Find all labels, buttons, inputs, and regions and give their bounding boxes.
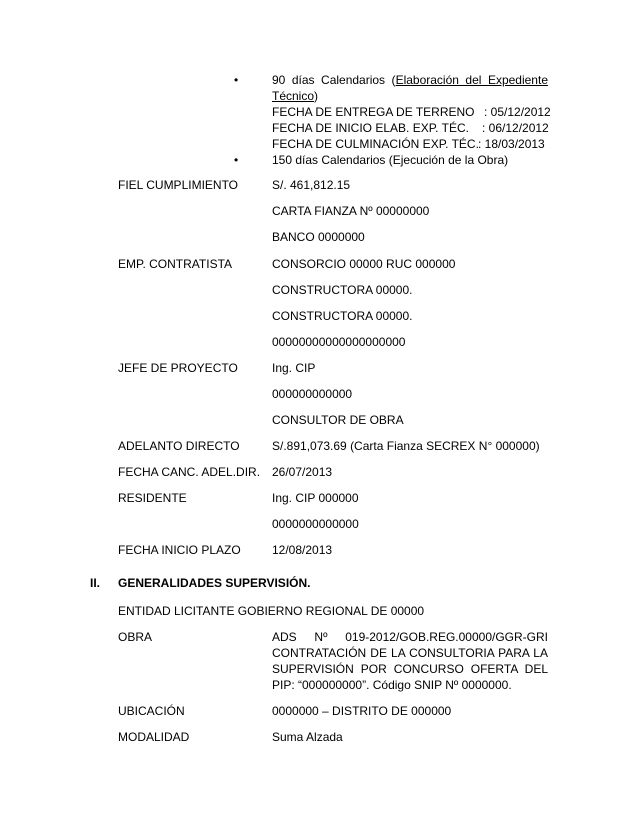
- emp-contratista-consorcio: CONSORCIO 00000 RUC 000000: [272, 257, 456, 271]
- fiel-cumplimiento-banco: BANCO 0000000: [272, 230, 365, 244]
- obra-line-1: ADS Nº 019-2012/GOB.REG.00000/GGR-GRI: [272, 630, 548, 644]
- bullet1-line2: [272, 88, 318, 104]
- emp-contratista-label: EMP. CONTRATISTA: [118, 257, 233, 271]
- obra-line-2: CONTRATACIÓN DE LA CONSULTORIA PARA LA: [272, 646, 548, 660]
- fiel-cumplimiento-amount: S/. 461,812.15: [272, 178, 351, 192]
- bullet1-underlined-2: Técnico: [272, 89, 315, 103]
- bullet1-line1: [272, 72, 548, 88]
- fecha-culminacion-value: : 18/03/2013: [478, 137, 545, 151]
- section-title: GENERALIDADES SUPERVISIÓN.: [118, 576, 311, 590]
- emp-contratista-code: 00000000000000000000: [272, 335, 406, 349]
- fecha-entrega-value: : 05/12/2012: [484, 105, 551, 119]
- fiel-cumplimiento-carta: CARTA FIANZA Nº 00000000: [272, 204, 430, 218]
- bullet1-close-paren: ): [314, 89, 319, 103]
- obra-line-3: SUPERVISIÓN POR CONCURSO OFERTA DEL: [272, 662, 548, 676]
- adelanto-directo-value: S/.891,073.69 (Carta Fianza SECREX N° 000000): [272, 439, 540, 453]
- bullet1-text: 90 días Calendarios (: [272, 73, 396, 87]
- jefe-proyecto-code: 000000000000: [272, 387, 353, 401]
- obra-label: OBRA: [118, 630, 153, 644]
- fecha-canc-label: FECHA CANC. ADEL.DIR.: [118, 465, 261, 479]
- section-number: II.: [90, 576, 101, 590]
- ubicacion-label: UBICACIÓN: [118, 704, 185, 718]
- bullet-marker: •: [234, 73, 239, 87]
- entidad-licitante: ENTIDAD LICITANTE GOBIERNO REGIONAL DE 00000: [118, 604, 425, 618]
- emp-contratista-constructora-2: CONSTRUCTORA 00000.: [272, 309, 413, 323]
- adelanto-directo-label: ADELANTO DIRECTO: [118, 439, 240, 453]
- residente-code: 0000000000000: [272, 517, 359, 531]
- modalidad-value: Suma Alzada: [272, 730, 343, 744]
- fecha-culminacion-label: FECHA DE CULMINACIÓN EXP. TÉC.: [272, 137, 479, 151]
- residente-cip: Ing. CIP 000000: [272, 491, 359, 505]
- ubicacion-value: 0000000 – DISTRITO DE 000000: [272, 704, 452, 718]
- jefe-proyecto-label: JEFE DE PROYECTO: [118, 361, 238, 375]
- bullet1-underlined: Elaboración del Expediente: [395, 73, 548, 87]
- residente-label: RESIDENTE: [118, 491, 187, 505]
- fecha-inicio-label: FECHA DE INICIO ELAB. EXP. TÉC.: [272, 121, 469, 135]
- fecha-inicio-plazo-label: FECHA INICIO PLAZO: [118, 543, 241, 557]
- jefe-proyecto-cip: Ing. CIP: [272, 361, 316, 375]
- fecha-inicio-value: : 06/12/2012: [482, 121, 549, 135]
- emp-contratista-constructora-1: CONSTRUCTORA 00000.: [272, 283, 413, 297]
- modalidad-label: MODALIDAD: [118, 730, 190, 744]
- bullet2-text: 150 días Calendarios (Ejecución de la Obra): [272, 153, 509, 167]
- fecha-inicio-plazo-value: 12/08/2013: [272, 543, 333, 557]
- fecha-entrega-label: FECHA DE ENTREGA DE TERRENO: [272, 105, 475, 119]
- bullet-marker: •: [234, 153, 239, 167]
- obra-line-4: PIP: “000000000”. Código SNIP Nº 0000000.: [272, 678, 512, 692]
- fecha-canc-value: 26/07/2013: [272, 465, 333, 479]
- jefe-proyecto-role: CONSULTOR DE OBRA: [272, 413, 404, 427]
- fiel-cumplimiento-label: FIEL CUMPLIMIENTO: [118, 178, 239, 192]
